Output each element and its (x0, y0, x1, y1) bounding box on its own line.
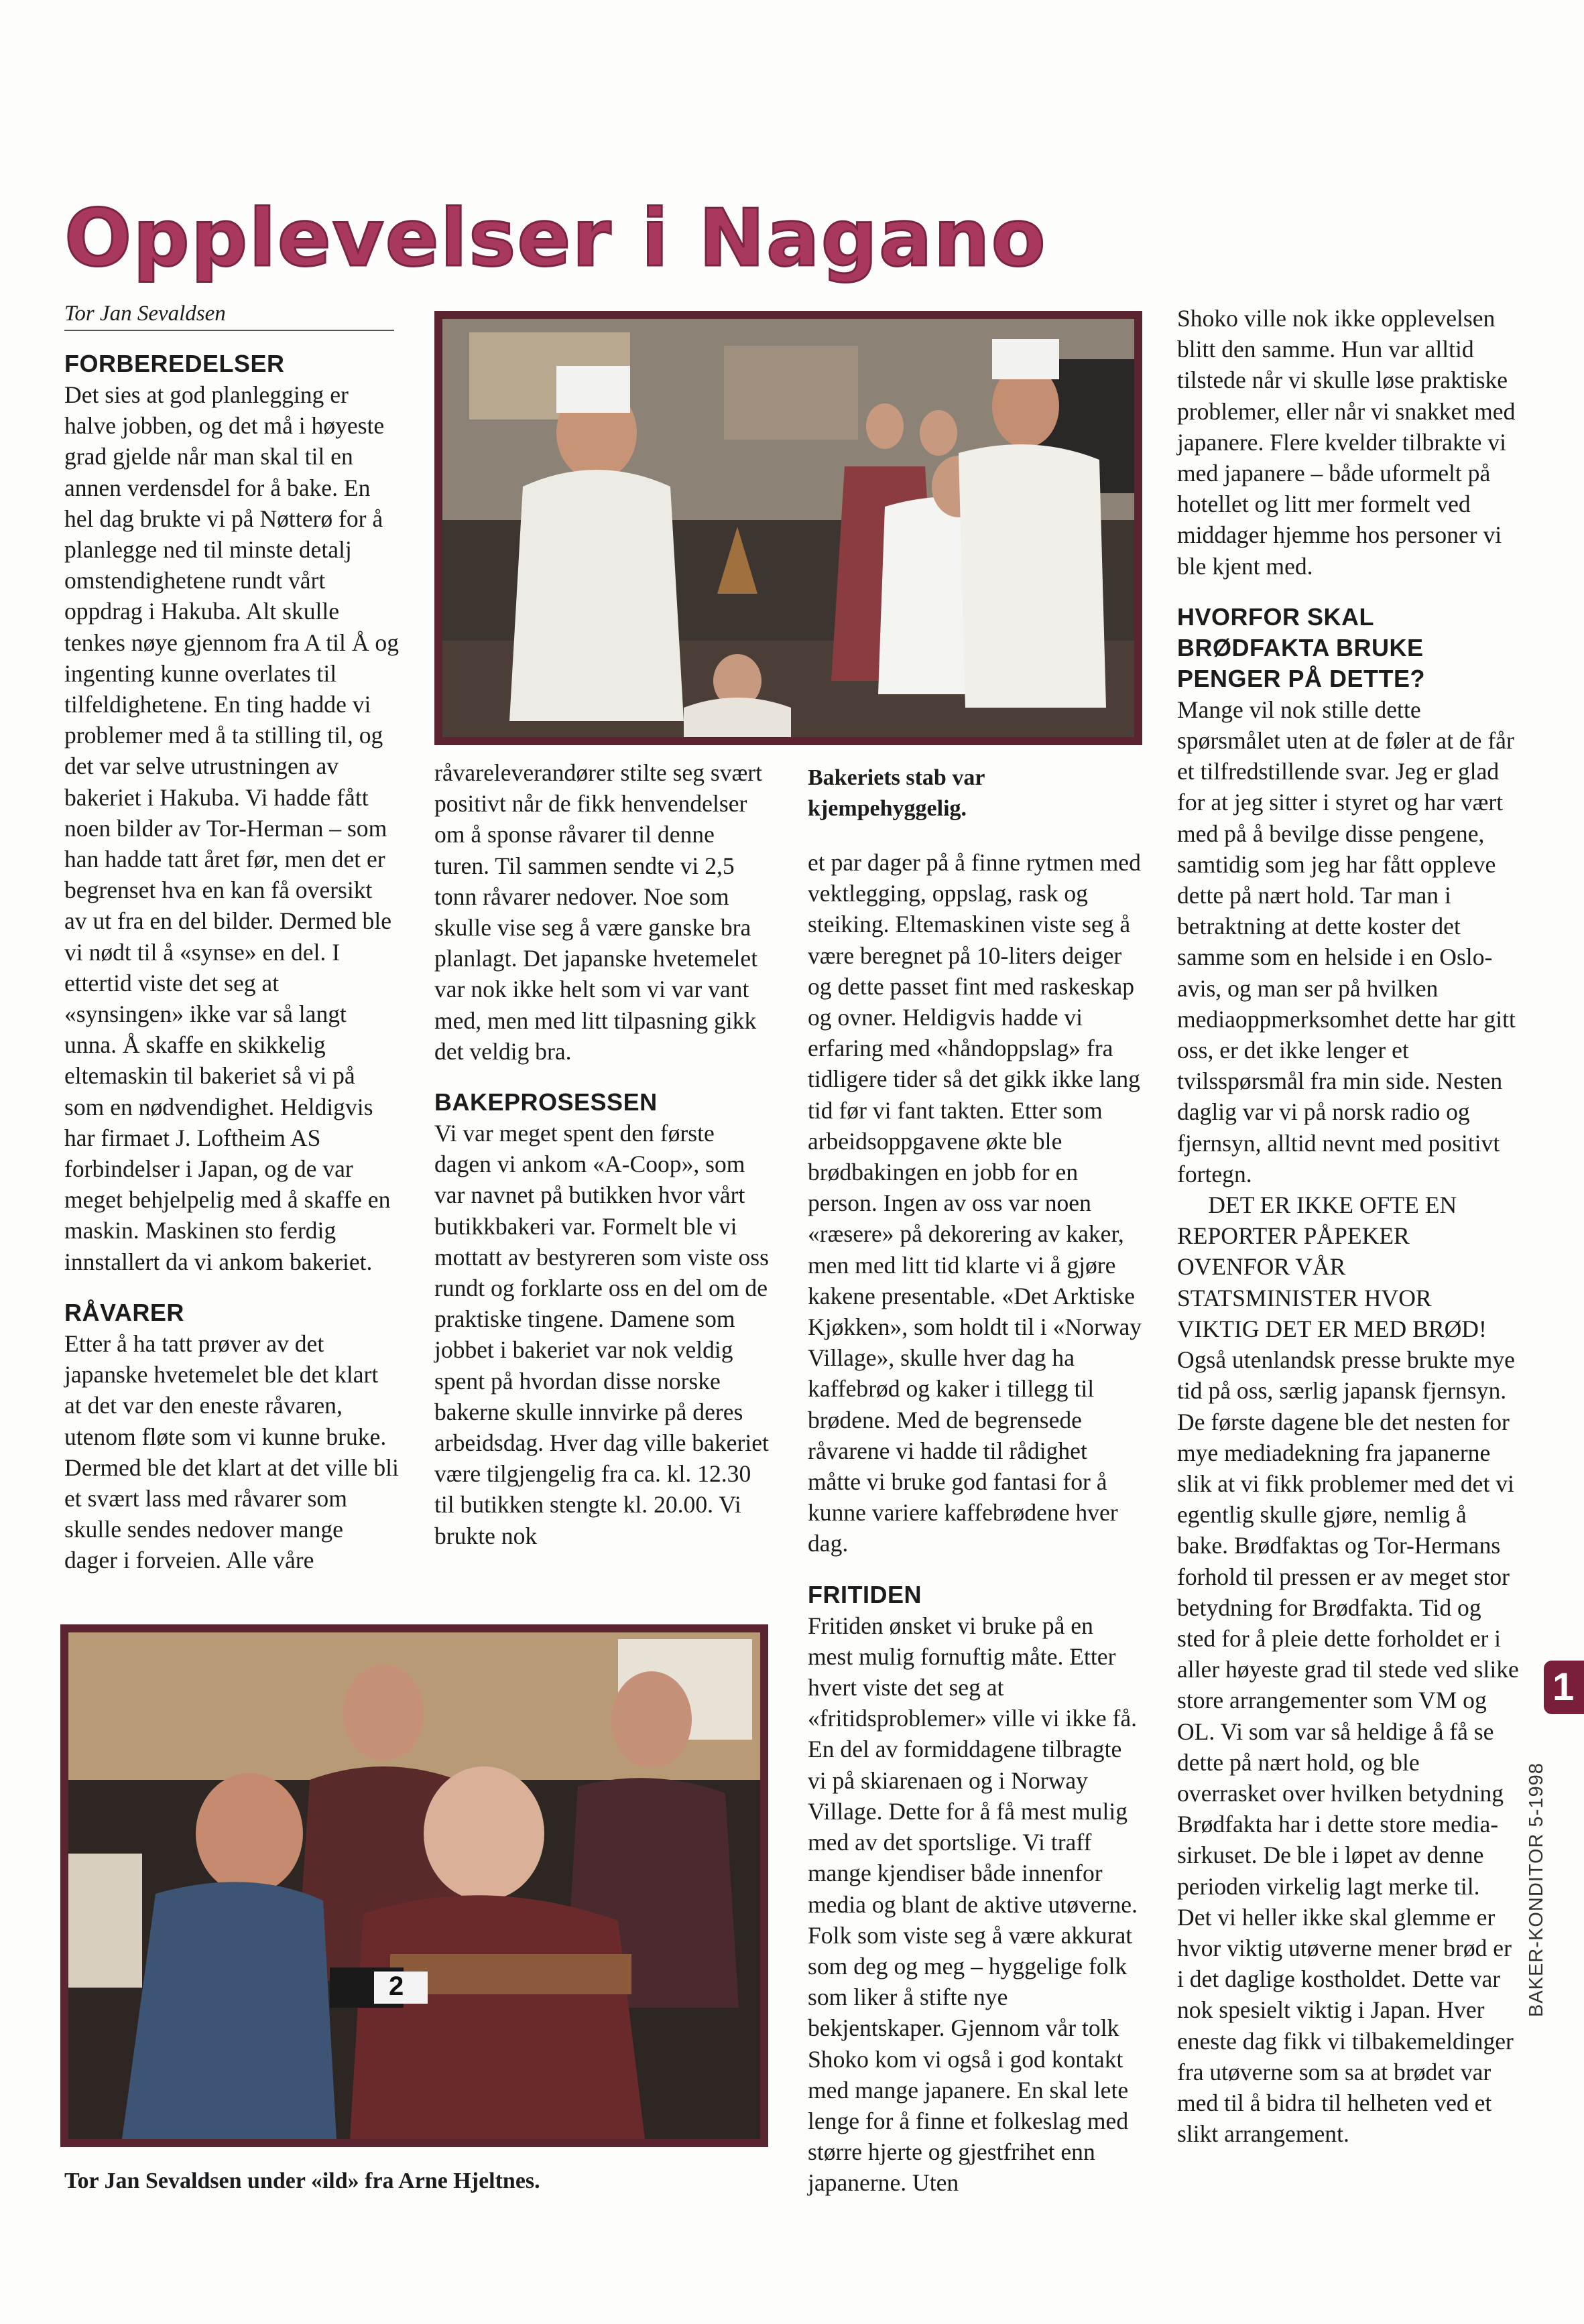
subheading-ravarer: RÅVARER (64, 1298, 184, 1326)
paragraph: Shoko ville nok ikke opplevelsen blitt den samme. Hun var alltid tilstede når vi skulle løse praktiske problemer, eller når vi snakket med japanere. Flere kvelder tilbrakte vi med japanere – både uformelt på hotellet og litt mer formelt ved middager hjemme hos personer vi ble kjent med. (1177, 305, 1516, 580)
paragraph: Det sies at god planlegging er halve jobben, og det må i høyeste grad gjelde når man skal til en annen verdensdel for å bake. En hel dag brukte vi på Nøtterø for å planlegge ned til minste detalj omstendighetene rundt vårt oppdrag i Hakuba. Alt skulle tenkes nøye gjennom fra A til Å og ingenting kunne overlates til tilfeldighetene. En ting hadde vi problemer med å ta stilling til, og det var selve utrustningen av bakeriet i Hakuba. Vi hadde fått noen bilder av Tor-Herman – som han hadde tatt året før, men det er begrenset hva en kan få oversikt av ut fra en del bilder. Dermed ble vi nødt til å «synse» en del. I ettertid viste det seg at «synsingen» ikke var så langt unna. Å skaffe en skikkelig eltemaskin til bakeriet så vi på som en nødvendighet. Heldigvis har firmaet J. Loftheim AS forbindelser i Japan, og de var meget behjelpelig med å skaffe en maskin. Maskinen sto ferdig innstallert da vi ankom bakeriet. (64, 381, 399, 1275)
paragraph: Fritiden ønsket vi bruke på en mest mulig fornuftig måte. Etter hvert viste det seg at «fritidsproblemer» ville vi ikke få. En del av formiddagene tilbragte vi på skiarenaen og i Norway Village. Dette for å få mest mulig med av det sportslige. Vi traff mange kjendiser både innenfor media og blant de aktive utøverne. Folk som viste seg å være akkurat som deg og meg – hyggelige folk som liker å stifte nye bekjentskaper. Gjennom vår tolk Shoko kom vi også i god kontakt med mange japanere. En skal lete lenge for å finne et folkeslag med større hjerte og gjestfrihet enn japanerne. Uten (808, 1612, 1138, 2197)
photo-caption-bottom: Tor Jan Sevaldsen under «ild» fra Arne Hjeltnes. (64, 2169, 540, 2193)
paragraph: råvareleverandører stilte seg svært positivt når de fikk henvendelser om å sponse råvarer til denne turen. Til sammen sendte vi 2,5 tonn råvarer nedover. Noe som skulle vise seg å være ganske bra planlagt. Det japanske hvetemelet var nok ikke helt som vi var vant med, men med litt tilpasning gikk det veldig bra. (434, 759, 762, 1065)
column-1 (64, 348, 400, 1576)
photo-interview (60, 1624, 768, 2147)
headline: Opplevelser i Nagano (64, 192, 1047, 284)
microphone-label: 2 (389, 1972, 404, 2001)
column-2 (434, 757, 770, 1551)
page-number: 1 (1552, 1665, 1575, 1709)
paragraph: Vi var meget spent den første dagen vi ankom «A-Coop», som var navnet på butikken hvor vårt butikkbakeri var. Formelt ble vi mottatt av bestyreren som viste oss rundt og forklarte oss en del om de praktiske tingene. Damene som jobbet i bakeriet var nok veldig spent på hvordan disse norske bakerne skulle innvirke på deres arbeidsdag. Hver dag ville bakeriet være tilgjengelig fra ca. kl. 12.30 til butikken stengte kl. 20.00. Vi brukte nok (434, 1120, 769, 1549)
paragraph: Etter å ha tatt prøver av det japanske hvetemelet ble det klart at det var den eneste råvaren, utenom fløte som vi kunne bruke. Dermed ble det klart at det ville bli et svært lass med råvarer som skulle sendes nedover mange dager i forveien. Alle våre (64, 1330, 399, 1574)
photo-interview-image (68, 1632, 760, 2139)
subheading-bakeprosessen: BAKEPROSESSEN (434, 1088, 658, 1116)
paragraph: et par dager på å finne rytmen med vektlegging, oppslag, rask og steiking. Eltemaskinen viste seg å være beregnet på 10-liters deiger og dette passet fint med raskeskap og ovner. Heldigvis hadde vi erfaring med «håndoppslag» fra tidligere tider så det gikk ikke lang tid før vi fant takten. Etter som arbeidsoppgavene økte ble brødbakingen en jobb for en person. Ingen av oss var noen «ræsere» på dekorering av kaker, men med litt tid klarte vi å gjøre kakene presentable. «Det Arktiske Kjøkken», som holdt til i «Norway Village», skulle hver dag ha kaffebrød og kaker i tillegg til brødene. Med de begrensede råvarene vi hadde til rådighet måtte vi bruke god fantasi for å kunne variere kaffebrødene hver dag. (808, 849, 1142, 1557)
photo-caption-top: Bakeriets stab var kjempehyggelig. (808, 765, 985, 821)
subheading-fritiden: FRITIDEN (808, 1580, 922, 1608)
byline: Tor Jan Sevaldsen (64, 299, 394, 331)
paragraph: Mange vil nok stille dette spørsmålet uten at de føler at de får et tilfredstillende svar. Jeg er glad for at jeg sitter i styret og har vært med på å bevilge disse pengene, samtidig som jeg har fått oppleve dette på nært hold. Tar man i betraktning at dette koster det samme som en helside i en Oslo-avis, og man ser på hvilken mediaoppmerksomhet dette har gitt oss, er det ikke lenger et tvilsspørsmål fra min side. Nesten daglig var vi på norsk radio og fjernsyn, alltid nevnt med positivt fortegn. (1177, 696, 1516, 1187)
column-3 (808, 763, 1143, 2199)
vertical-footer: BAKER-KONDITOR 5-1998 (1526, 1762, 1547, 2017)
photo-bakery-staff (434, 311, 1142, 745)
column-4 (1177, 303, 1519, 2149)
photo-bakery-staff-image (442, 319, 1134, 737)
paragraph: DET ER IKKE OFTE EN REPORTER PÅPEKER OVENFOR VÅR STATSMINISTER HVOR VIKTIG DET ER MED BRØD! Også utenlandsk presse brukte mye tid på oss, særlig japansk fjernsyn. De første dagene ble det nesten for mye mediadekning fra japanerne slik at vi fikk problemer med det vi egentlig skulle gjøre, nemlig å bake. Brødfaktas og Tor-Hermans forhold til pressen er av meget stor betydning for Brødfakta. Tid og sted for å pleie dette forholdet er i aller høyeste grad til stede ved slike store arrangementer som VM og OL. Vi som var så heldige å få se dette på nært hold, og ble overrasket over hvilken betydning Brødfakta har i dette store media-sirkuset. De ble i løpet av denne perioden virkelig lagt merke til. Det vi heller ikke skal glemme er hvor viktig utøverne mener brød er i det daglige kostholdet. Dette var nok spesielt viktig i Japan. Hver eneste dag fikk vi tilbakemeldinger fra utøverne som sa at brødet var med til å bidra til helheten ved et slikt arrangement. (1177, 1191, 1519, 2148)
subheading-forberedelser: FORBEREDELSER (64, 350, 285, 377)
subheading-hvorfor: HVORFOR SKAL BRØDFAKTA BRUKE PENGER PÅ DETTE? (1177, 602, 1426, 692)
